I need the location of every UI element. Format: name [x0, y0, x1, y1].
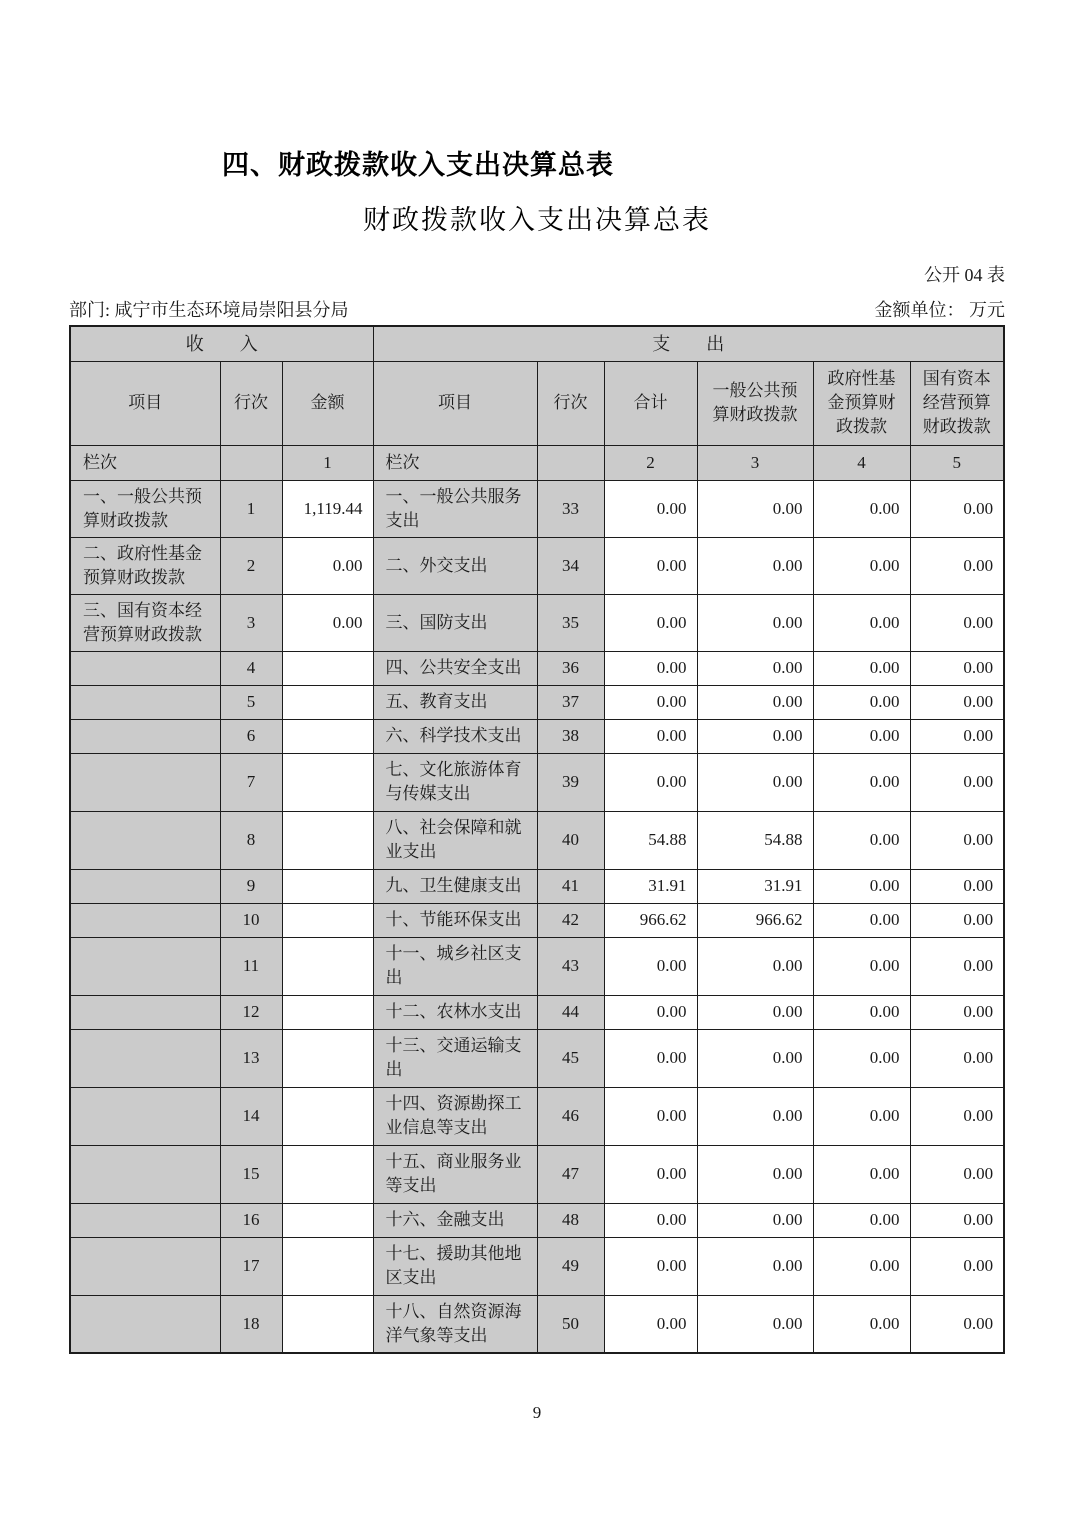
- exp-line-cell: 37: [537, 685, 604, 719]
- state-capital-amount-cell: 0.00: [910, 685, 1004, 719]
- general-budget-amount-cell: 0.00: [697, 651, 813, 685]
- exp-item-cell: 六、科学技术支出: [373, 719, 537, 753]
- col-header-state-capital-budget: 国有资本经营预算财政拨款: [910, 361, 1004, 445]
- section-title: 四、财政拨款收入支出决算总表: [222, 150, 614, 180]
- gov-fund-amount-cell: 0.00: [813, 719, 910, 753]
- table-row: [70, 903, 1004, 937]
- general-budget-amount-cell: 0.00: [697, 1145, 813, 1203]
- exp-line-cell: 44: [537, 995, 604, 1029]
- table-row: [70, 1203, 1004, 1237]
- income-group-header: 收 入: [70, 326, 373, 361]
- total-amount-cell: 0.00: [604, 753, 697, 811]
- income-amount-cell: [282, 1087, 373, 1145]
- gov-fund-amount-cell: 0.00: [813, 1295, 910, 1353]
- index-cell: 4: [813, 445, 910, 480]
- total-amount-cell: 0.00: [604, 480, 697, 537]
- total-amount-cell: 0.00: [604, 1145, 697, 1203]
- unit-label: 金额单位： 万元: [874, 300, 1005, 320]
- exp-line-cell: 33: [537, 480, 604, 537]
- total-amount-cell: 0.00: [604, 1029, 697, 1087]
- gov-fund-amount-cell: 0.00: [813, 995, 910, 1029]
- total-amount-cell: 966.62: [604, 903, 697, 937]
- index-cell: 栏次: [70, 445, 220, 480]
- exp-item-cell: 十四、资源勘探工业信息等支出: [373, 1087, 537, 1145]
- total-amount-cell: 0.00: [604, 937, 697, 995]
- general-budget-amount-cell: 0.00: [697, 685, 813, 719]
- total-amount-cell: 0.00: [604, 1203, 697, 1237]
- income-item-cell: [70, 1145, 220, 1203]
- page-number: 9: [532, 1403, 542, 1422]
- exp-line-cell: 43: [537, 937, 604, 995]
- income-line-cell: 1: [220, 480, 282, 537]
- table-title: 财政拨款收入支出决算总表: [363, 205, 711, 235]
- exp-line-cell: 45: [537, 1029, 604, 1087]
- index-cell: [220, 445, 282, 480]
- income-line-cell: 6: [220, 719, 282, 753]
- exp-line-cell: 35: [537, 594, 604, 651]
- state-capital-amount-cell: 0.00: [910, 937, 1004, 995]
- income-line-cell: 17: [220, 1237, 282, 1295]
- exp-line-cell: 50: [537, 1295, 604, 1353]
- income-line-cell: 15: [220, 1145, 282, 1203]
- gov-fund-amount-cell: 0.00: [813, 937, 910, 995]
- income-item-cell: [70, 869, 220, 903]
- income-line-cell: 8: [220, 811, 282, 869]
- income-line-cell: 9: [220, 869, 282, 903]
- index-cell: [537, 445, 604, 480]
- expenditure-group-header: 支 出: [373, 326, 1004, 361]
- general-budget-amount-cell: 0.00: [697, 753, 813, 811]
- gov-fund-amount-cell: 0.00: [813, 1029, 910, 1087]
- income-item-cell: [70, 1087, 220, 1145]
- income-line-cell: 4: [220, 651, 282, 685]
- state-capital-amount-cell: 0.00: [910, 651, 1004, 685]
- exp-item-cell: 十一、城乡社区支出: [373, 937, 537, 995]
- table-row: [70, 811, 1004, 869]
- income-amount-cell: [282, 719, 373, 753]
- total-amount-cell: 0.00: [604, 685, 697, 719]
- income-item-cell: [70, 937, 220, 995]
- table-row: [70, 995, 1004, 1029]
- col-header-exp-item: 项目: [373, 361, 537, 445]
- gov-fund-amount-cell: 0.00: [813, 753, 910, 811]
- exp-line-cell: 38: [537, 719, 604, 753]
- table-row: [70, 869, 1004, 903]
- income-amount-cell: [282, 1029, 373, 1087]
- col-header-gov-fund-budget: 政府性基金预算财政拨款: [813, 361, 910, 445]
- index-cell: 栏次: [373, 445, 537, 480]
- exp-item-cell: 十二、农林水支出: [373, 995, 537, 1029]
- gov-fund-amount-cell: 0.00: [813, 1145, 910, 1203]
- total-amount-cell: 0.00: [604, 1087, 697, 1145]
- income-line-cell: 13: [220, 1029, 282, 1087]
- general-budget-amount-cell: 0.00: [697, 1295, 813, 1353]
- general-budget-amount-cell: 0.00: [697, 1029, 813, 1087]
- total-amount-cell: 31.91: [604, 869, 697, 903]
- exp-item-cell: 二、外交支出: [373, 537, 537, 594]
- total-amount-cell: 0.00: [604, 594, 697, 651]
- exp-line-cell: 40: [537, 811, 604, 869]
- income-item-cell: [70, 1203, 220, 1237]
- income-item-cell: 一、一般公共预算财政拨款: [70, 480, 220, 537]
- general-budget-amount-cell: 0.00: [697, 995, 813, 1029]
- income-amount-cell: [282, 1203, 373, 1237]
- table-row: [70, 1295, 1004, 1353]
- income-amount-cell: [282, 1295, 373, 1353]
- total-amount-cell: 0.00: [604, 719, 697, 753]
- table-row: [70, 1087, 1004, 1145]
- exp-item-cell: 十五、商业服务业等支出: [373, 1145, 537, 1203]
- state-capital-amount-cell: 0.00: [910, 480, 1004, 537]
- state-capital-amount-cell: 0.00: [910, 594, 1004, 651]
- exp-line-cell: 42: [537, 903, 604, 937]
- exp-item-cell: 五、教育支出: [373, 685, 537, 719]
- income-amount-cell: [282, 869, 373, 903]
- total-amount-cell: 0.00: [604, 1295, 697, 1353]
- income-amount-cell: [282, 685, 373, 719]
- gov-fund-amount-cell: 0.00: [813, 480, 910, 537]
- exp-item-cell: 十三、交通运输支出: [373, 1029, 537, 1087]
- col-header-general-budget: 一般公共预算财政拨款: [697, 361, 813, 445]
- income-amount-cell: [282, 1145, 373, 1203]
- total-amount-cell: 0.00: [604, 995, 697, 1029]
- table-row: [70, 480, 1004, 537]
- income-amount-cell: 0.00: [282, 594, 373, 651]
- income-amount-cell: [282, 811, 373, 869]
- income-amount-cell: 0.00: [282, 537, 373, 594]
- col-header-income-line: 行次: [220, 361, 282, 445]
- column-header-row: [70, 361, 1004, 445]
- gov-fund-amount-cell: 0.00: [813, 1237, 910, 1295]
- income-item-cell: [70, 1237, 220, 1295]
- total-amount-cell: 54.88: [604, 811, 697, 869]
- income-item-cell: [70, 685, 220, 719]
- table-meta-row: [69, 296, 1005, 322]
- income-item-cell: [70, 719, 220, 753]
- income-line-cell: 3: [220, 594, 282, 651]
- exp-item-cell: 九、卫生健康支出: [373, 869, 537, 903]
- exp-item-cell: 一、一般公共服务支出: [373, 480, 537, 537]
- table-row: [70, 937, 1004, 995]
- general-budget-amount-cell: 0.00: [697, 937, 813, 995]
- income-amount-cell: [282, 753, 373, 811]
- exp-item-cell: 十六、金融支出: [373, 1203, 537, 1237]
- income-line-cell: 18: [220, 1295, 282, 1353]
- exp-line-cell: 39: [537, 753, 604, 811]
- exp-line-cell: 49: [537, 1237, 604, 1295]
- exp-line-cell: 46: [537, 1087, 604, 1145]
- general-budget-amount-cell: 0.00: [697, 480, 813, 537]
- exp-line-cell: 36: [537, 651, 604, 685]
- col-header-income-item: 项目: [70, 361, 220, 445]
- income-amount-cell: [282, 903, 373, 937]
- general-budget-amount-cell: 0.00: [697, 594, 813, 651]
- group-header-row: [70, 326, 1004, 361]
- income-line-cell: 7: [220, 753, 282, 811]
- general-budget-amount-cell: 0.00: [697, 719, 813, 753]
- table-row: [70, 537, 1004, 594]
- income-item-cell: [70, 1295, 220, 1353]
- income-item-cell: [70, 903, 220, 937]
- gov-fund-amount-cell: 0.00: [813, 1087, 910, 1145]
- state-capital-amount-cell: 0.00: [910, 1237, 1004, 1295]
- table-row: [70, 1237, 1004, 1295]
- exp-item-cell: 十、节能环保支出: [373, 903, 537, 937]
- gov-fund-amount-cell: 0.00: [813, 651, 910, 685]
- state-capital-amount-cell: 0.00: [910, 903, 1004, 937]
- col-header-total: 合计: [604, 361, 697, 445]
- income-item-cell: [70, 651, 220, 685]
- general-budget-amount-cell: 54.88: [697, 811, 813, 869]
- gov-fund-amount-cell: 0.00: [813, 537, 910, 594]
- income-item-cell: [70, 1029, 220, 1087]
- total-amount-cell: 0.00: [604, 651, 697, 685]
- exp-line-cell: 48: [537, 1203, 604, 1237]
- income-line-cell: 10: [220, 903, 282, 937]
- state-capital-amount-cell: 0.00: [910, 869, 1004, 903]
- gov-fund-amount-cell: 0.00: [813, 903, 910, 937]
- gov-fund-amount-cell: 0.00: [813, 594, 910, 651]
- general-budget-amount-cell: 0.00: [697, 1203, 813, 1237]
- col-header-exp-line: 行次: [537, 361, 604, 445]
- state-capital-amount-cell: 0.00: [910, 1295, 1004, 1353]
- exp-item-cell: 七、文化旅游体育与传媒支出: [373, 753, 537, 811]
- income-amount-cell: [282, 651, 373, 685]
- table-row: [70, 1029, 1004, 1087]
- gov-fund-amount-cell: 0.00: [813, 869, 910, 903]
- exp-item-cell: 八、社会保障和就业支出: [373, 811, 537, 869]
- income-amount-cell: [282, 995, 373, 1029]
- table-row: [70, 719, 1004, 753]
- income-item-cell: 二、政府性基金预算财政拨款: [70, 537, 220, 594]
- income-line-cell: 14: [220, 1087, 282, 1145]
- income-item-cell: [70, 811, 220, 869]
- exp-line-cell: 41: [537, 869, 604, 903]
- income-amount-cell: [282, 1237, 373, 1295]
- income-line-cell: 16: [220, 1203, 282, 1237]
- income-line-cell: 5: [220, 685, 282, 719]
- index-cell: 2: [604, 445, 697, 480]
- state-capital-amount-cell: 0.00: [910, 995, 1004, 1029]
- gov-fund-amount-cell: 0.00: [813, 685, 910, 719]
- general-budget-amount-cell: 0.00: [697, 537, 813, 594]
- income-line-cell: 2: [220, 537, 282, 594]
- income-item-cell: [70, 995, 220, 1029]
- table-row: [70, 594, 1004, 651]
- general-budget-amount-cell: 31.91: [697, 869, 813, 903]
- state-capital-amount-cell: 0.00: [910, 753, 1004, 811]
- exp-line-cell: 34: [537, 537, 604, 594]
- table-body: [70, 480, 1004, 1353]
- total-amount-cell: 0.00: [604, 537, 697, 594]
- state-capital-amount-cell: 0.00: [910, 537, 1004, 594]
- general-budget-amount-cell: 966.62: [697, 903, 813, 937]
- state-capital-amount-cell: 0.00: [910, 1203, 1004, 1237]
- exp-item-cell: 十七、援助其他地区支出: [373, 1237, 537, 1295]
- column-index-row: [70, 445, 1004, 480]
- income-line-cell: 12: [220, 995, 282, 1029]
- state-capital-amount-cell: 0.00: [910, 811, 1004, 869]
- state-capital-amount-cell: 0.00: [910, 1087, 1004, 1145]
- total-amount-cell: 0.00: [604, 1237, 697, 1295]
- exp-item-cell: 三、国防支出: [373, 594, 537, 651]
- income-item-cell: 三、国有资本经营预算财政拨款: [70, 594, 220, 651]
- exp-item-cell: 四、公共安全支出: [373, 651, 537, 685]
- exp-line-cell: 47: [537, 1145, 604, 1203]
- exp-item-cell: 十八、自然资源海洋气象等支出: [373, 1295, 537, 1353]
- table-row: [70, 753, 1004, 811]
- general-budget-amount-cell: 0.00: [697, 1237, 813, 1295]
- income-item-cell: [70, 753, 220, 811]
- table-row: [70, 1145, 1004, 1203]
- state-capital-amount-cell: 0.00: [910, 719, 1004, 753]
- general-budget-amount-cell: 0.00: [697, 1087, 813, 1145]
- department-label: 部门: 咸宁市生态环境局崇阳县分局: [69, 300, 349, 320]
- table-row: [70, 685, 1004, 719]
- state-capital-amount-cell: 0.00: [910, 1029, 1004, 1087]
- index-cell: 3: [697, 445, 813, 480]
- state-capital-amount-cell: 0.00: [910, 1145, 1004, 1203]
- index-cell: 5: [910, 445, 1004, 480]
- index-cell: 1: [282, 445, 373, 480]
- table-row: [70, 651, 1004, 685]
- income-amount-cell: [282, 937, 373, 995]
- table-code-label: 公开 04 表: [924, 265, 1005, 285]
- gov-fund-amount-cell: 0.00: [813, 1203, 910, 1237]
- fiscal-appropriation-table: [69, 325, 1005, 1354]
- gov-fund-amount-cell: 0.00: [813, 811, 910, 869]
- income-amount-cell: 1,119.44: [282, 480, 373, 537]
- income-line-cell: 11: [220, 937, 282, 995]
- col-header-income-amount: 金额: [282, 361, 373, 445]
